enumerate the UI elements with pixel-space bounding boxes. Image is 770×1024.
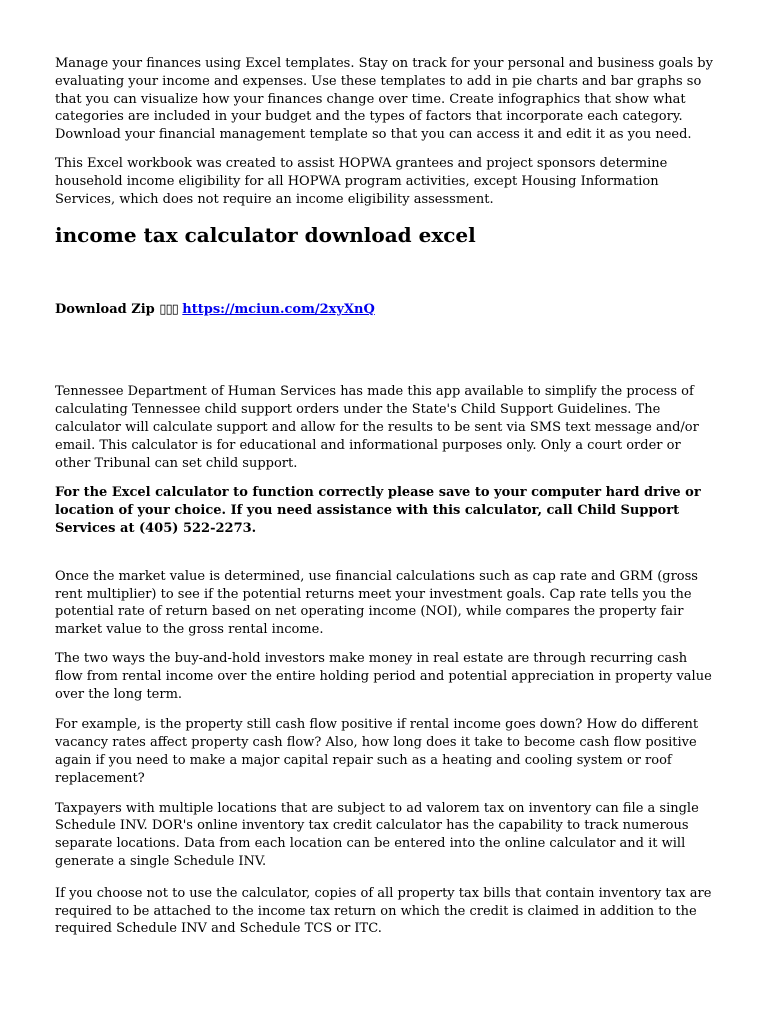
page-title: income tax calculator download excel	[55, 223, 476, 248]
download-line	[55, 301, 717, 319]
choose-not-paragraph: If you choose not to use the calculator, copies of all property tax bills that contain inventory tax are required to be attached to the income tax return on which the credit is claimed in addition to the required Schedule INV and Schedule TCS or ITC.	[55, 885, 712, 937]
taxpayers-paragraph: Taxpayers with multiple locations that are subject to ad valorem tax on inventory can file a single Schedule INV. DOR's online inventory tax credit calculator has the capability to track numerous separate locations. Data from each location can be entered into the online calculator and it will generate a single Schedule INV.	[55, 800, 699, 869]
buy-and-hold-paragraph: The two ways the buy-and-hold investors make money in real estate are through recurring cash flow from rental income over the entire holding period and potential appreciation in property value over the long term.	[55, 650, 712, 702]
download-label: Download Zip	[55, 302, 155, 318]
document-page	[55, 55, 717, 938]
example-paragraph: For example, is the property still cash flow positive if rental income goes down? How do different vacancy rates affect property cash flow? Also, how long does it take to become cash flow positive again if you need to make a major capital repair such as a heating and cooling system or roof replacement?	[55, 717, 699, 786]
excel-notice-paragraph: For the Excel calculator to function correctly please save to your computer hard drive or location of your choice. If you need assistance with this calculator, call Child Support Services at (405) 522-2273.	[55, 485, 701, 536]
arrow-glyphs-icon: ▯▯▯	[159, 302, 178, 318]
intro-paragraph: Manage your finances using Excel templates. Stay on track for your personal and business goals by evaluating your income and expenses. Use these templates to add in pie charts and bar graphs so that you can visualize how your finances change over time. Create infographics that show what categories are included in your budget and the types of factors that incorporate each category. Download your financial management template so that you can access it and edit it as you need.	[55, 56, 713, 143]
market-value-paragraph: Once the market value is determined, use financial calculations such as cap rate and GRM (gross rent multiplier) to see if the potential returns meet your investment goals. Cap rate tells you the potential rate of return based on net operating income (NOI), while compares the property fair market value to the gross rental income.	[55, 568, 698, 638]
download-link[interactable]: https://mciun.com/2xyXnQ	[182, 302, 375, 318]
hopwa-paragraph: This Excel workbook was created to assist HOPWA grantees and project sponsors determine household income eligibility for all HOPWA program activities, except Housing Information Services, which does not require an income eligibility assessment.	[55, 155, 668, 207]
tennessee-paragraph: Tennessee Department of Human Services has made this app available to simplify the process of calculating Tennessee child support orders under the State's Child Support Guidelines. The calculator will calculate support and allow for the results to be sent via SMS text message and/or email. This calculator is for educational and informational purposes only. Only a court order or other Tribunal can set child support.	[55, 384, 699, 471]
